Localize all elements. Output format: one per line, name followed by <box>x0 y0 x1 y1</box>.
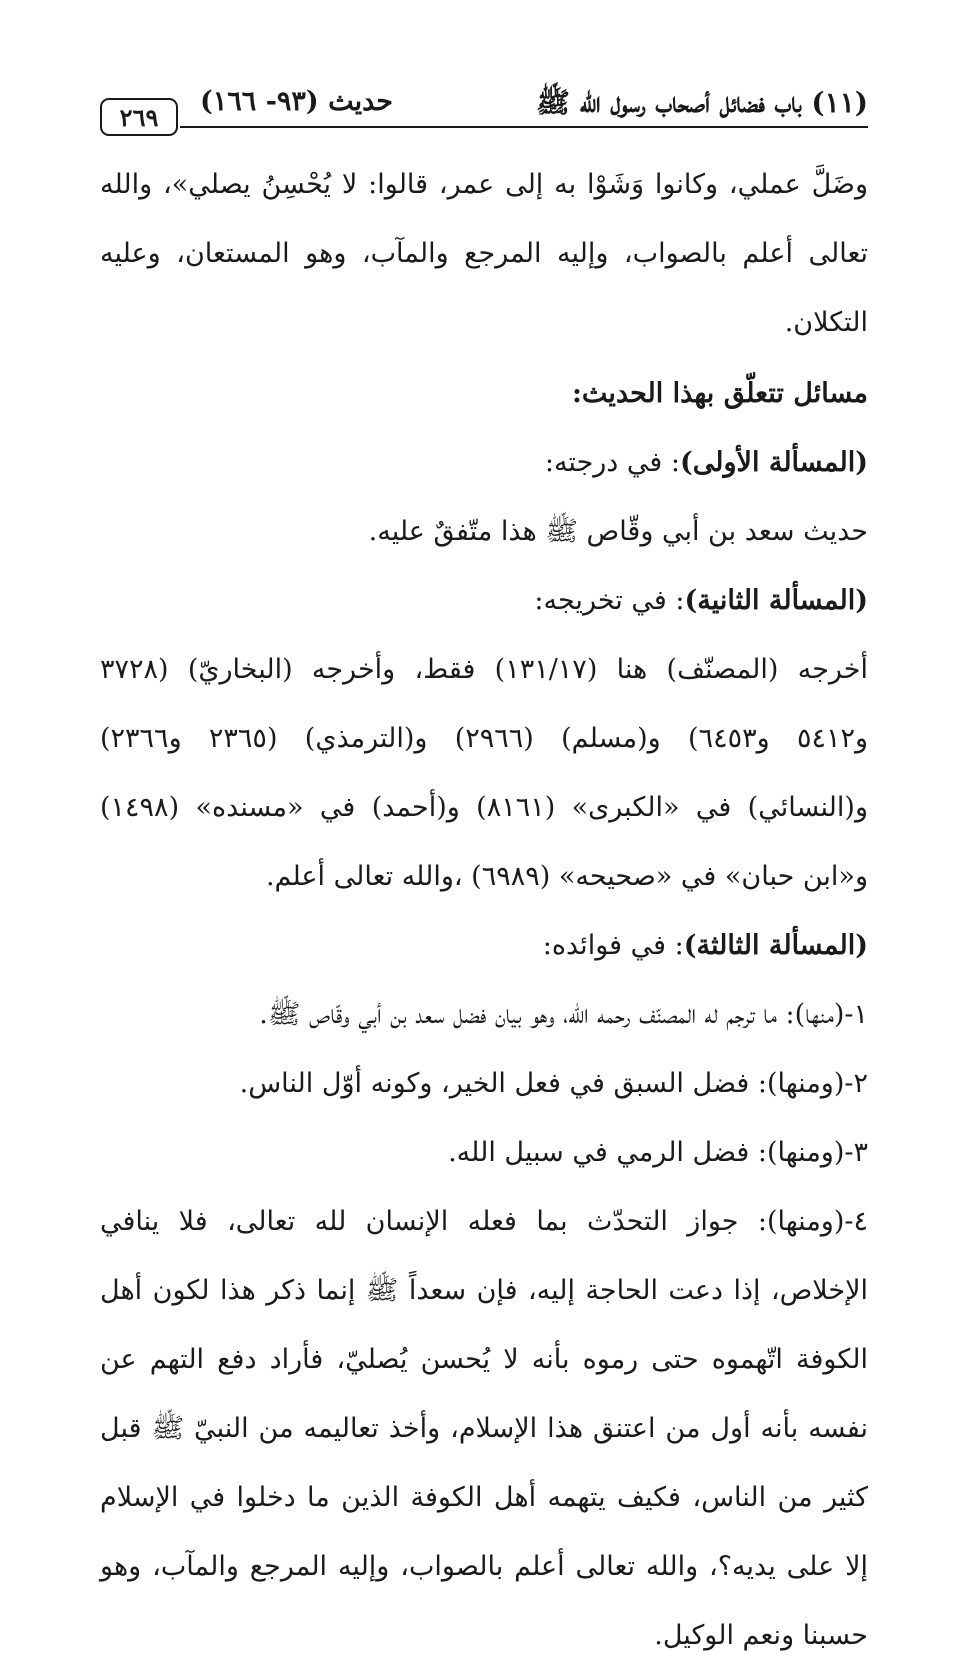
issue-1-heading <box>100 428 868 497</box>
benefit-2: ٢-(ومنها): فضل السبق في فعل الخير، وكونه أوّل الناس. <box>239 1068 868 1099</box>
issue-2-label: (المسألة الثانية) <box>684 585 868 616</box>
page-body <box>100 150 868 1670</box>
benefit-4: ٤-(ومنها): جواز التحدّث بما فعله الإنسان لله تعالى، فلا ينافي الإخلاص، إذا دعت الحاجة إليه، فإن سعداً ﷺ إنما ذكر هذا لكون أهل الكوفة اتّهموه حتى رموه بأنه لا يُحسن يُصليّ، فأراد دفع التهم عن نفسه بأنه أول من اعتنق هذا الإسلام، وأخذ تعاليمه من النبيّ ﷺ قبل كثير من الناس، فكيف يتهمه أهل الكوفة الذين ما دخلوا في الإسلام إلا على يديه؟، والله تعالى أعلم بالصواب، وإليه المرجع والمآب، وهو حسبنا ونعم الوكيل. <box>100 1206 868 1651</box>
issue-3-label: (المسألة الثالثة) <box>683 930 868 961</box>
intro-paragraph: وضَلَّ عملي، وكانوا وَشَوْا به إلى عمر، قالوا: لا يُحْسِنُ يصلي»، والله تعالى أعلم بالصواب، وإليه المرجع والمآب، وهو المستعان، وعليه التكلان. <box>100 169 868 338</box>
issue-1-label: (المسألة الأولى) <box>680 447 868 478</box>
benefit-1: ١-(منها): ما ترجم له المصنّف رحمه الله، وهو بيان فضل سعد بن أبي وقّاص ﷺ. <box>259 999 868 1030</box>
issue-1-topic: : في درجته: <box>544 447 681 478</box>
page-number: ٢٦٩ <box>100 98 178 136</box>
benefit-3: ٣-(ومنها): فضل الرمي في سبيل الله. <box>448 1137 868 1168</box>
hadith-range: حديث (٩٣- ١٦٦) <box>200 86 393 117</box>
issue-2-heading <box>100 566 868 635</box>
issue-3-heading <box>100 911 868 980</box>
header-divider <box>180 126 868 128</box>
issue-2-text: أخرجه (المصنّف) هنا (١٣١/١٧) فقط، وأخرجه (البخاريّ) (٣٧٢٨ و٥٤١٢ و٦٤٥٣) و(مسلم) (٢٩٦٦) و(الترمذي) (٢٣٦٥ و٢٣٦٦) و(النسائي) في «الكبرى» (٨١٦١) و(أحمد) في «مسنده» (١٤٩٨) و«ابن حبان» في «صحيحه» (٦٩٨٩) ،والله تعالى أعلم. <box>100 654 868 892</box>
chapter-title: (١١) باب فضائل أصحاب رسول الله ﷺ <box>536 86 868 119</box>
issues-heading: مسائل تتعلّق بهذا الحديث: <box>571 378 868 409</box>
issue-2-topic: : في تخريجه: <box>534 585 685 616</box>
issue-3-topic: : في فوائده: <box>542 930 684 961</box>
issue-1-text: حديث سعد بن أبي وقّاص ﷺ هذا متّفقٌ عليه. <box>368 516 868 547</box>
running-header <box>100 82 868 132</box>
